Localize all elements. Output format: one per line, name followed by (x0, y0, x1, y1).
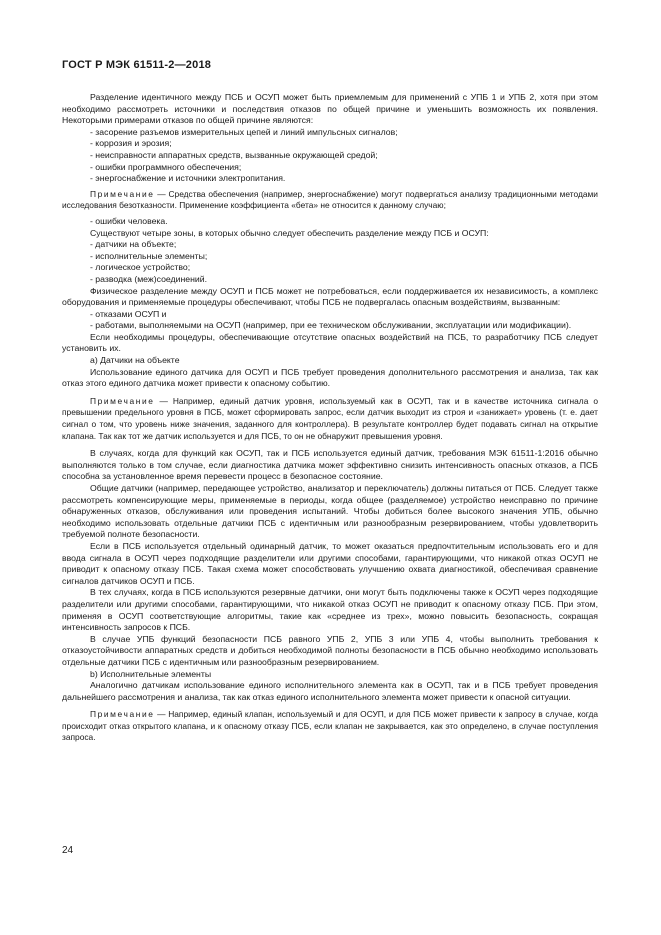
note-text: — Например, единый клапан, используемый и для ОСУП, и для ПСБ может привести к запросу в случае, когда происходит отказ открытого клапана, и к опасному отказу ПСБ, если клапан не закрывается, как это определено, в случае поступления запроса. (62, 709, 598, 743)
section-heading-sensors: а) Датчики на объекте (90, 355, 180, 366)
page-header-title: ГОСТ Р МЭК 61511-2—2018 (62, 59, 212, 71)
note-label: Примечание (90, 395, 155, 406)
paragraph: В случаях, когда для функций как ОСУП, так и ПСБ используется единый датчик, требования МЭК 61511-1:2016 обычно выполняются только в том случае, если диагностика датчика может эффективно снизить интенсивность опасных отказов, а ПСБ способна за установленное время перевести процесс в безопасное состояние. (62, 448, 598, 482)
section-heading-actuators: b) Исполнительные элементы (90, 668, 212, 679)
paragraph: В тех случаях, когда в ПСБ используются резервные датчики, они могут быть подключены также к ОСУП через подходящие разделители или другими способами, гарантирующими, что никакой отказ ОСУП не приводит к опасному отказу ПСБ. При этом, применяя в ОСУП соответствующие алгоритмы, такие как «среднее из трех», можно повысить безопасность, сокращая интенсивность запросов к ПСБ. (62, 587, 598, 633)
note (62, 189, 598, 212)
list-item: - ошибки человека. (90, 215, 168, 226)
note-label: Примечание (90, 709, 155, 720)
list-item: - датчики на объекте; (90, 239, 177, 250)
list-item: - работами, выполняемыми на ОСУП (например, при ее техническом обслуживании, эксплуатации или модификации). (90, 320, 572, 331)
list-item: - энергоснабжение и источники электропитания. (90, 173, 286, 184)
paragraph: Физическое разделение между ОСУП и ПСБ может не потребоваться, если поддерживается их независимость, а комплекс оборудования и применяемые процедуры обеспечивают, чтобы ПСБ не подвергалась опасным воздействиям, вызванным: (62, 285, 598, 308)
note-label: Примечание (90, 188, 155, 199)
note (62, 709, 598, 744)
paragraph: Если в ПСБ используется отдельный одинарный датчик, то может оказаться предпочтительным использовать его и для ввода сигнала в ОСУП через подходящие разделители или другими способами, гарантирующими, что никакой отказ ОСУП не приводит к опасному отказу ПСБ. Такая схема может способствовать улучшению охвата диагностикой, обеспечивая сравнение сигналов датчиков ОСУП и ПСБ. (62, 540, 598, 586)
paragraph: Если необходимы процедуры, обеспечивающие отсутствие опасных воздействий на ПСБ, то разработчику ПСБ следует установить их. (62, 331, 598, 354)
list-item: - ошибки программного обеспечения; (90, 161, 242, 172)
page-number: 24 (62, 845, 74, 856)
paragraph: Существуют четыре зоны, в которых обычно следует обеспечить разделение между ПСБ и ОСУП: (90, 227, 489, 238)
note-text: — Например, единый датчик уровня, используемый как в ОСУП, так и в качестве источника сигнала о превышении предельного уровня в ПСБ, может сформировать запрос, если датчик выходит из строя и «занижает» уровень (т. е. дает сигнал о том, что уровень ниже значения, заданного для контроллера). В результате контроллер будет подавать сигнал на открытие клапана. Так как тот же датчик используется и для ПСБ, то он не обнаружит превышения уровня. (62, 395, 598, 441)
note-text: — Средства обеспечения (например, энергоснабжение) могут подвергаться анализу традиционными методами исследования безотказности. Применение коэффициента «бета» не относится к данному случаю; (62, 188, 598, 211)
list-item: - неисправности аппаратных средств, вызванные окружающей средой; (90, 149, 378, 160)
paragraph: Использование единого датчика для ОСУП и ПСБ требует проведения дополнительного рассмотрения и анализа, так как отказ этого единого датчика может привести к опасному событию. (62, 366, 598, 389)
list-item: - разводка (меж)соединений. (90, 273, 208, 284)
list-item: - логическое устройство; (90, 262, 191, 273)
list-item: - коррозия и эрозия; (90, 138, 172, 149)
document-body (62, 92, 598, 744)
list-item: - отказами ОСУП и (90, 308, 167, 319)
paragraph: Аналогично датчикам использование единого исполнительного элемента как в ОСУП, так и в ПСБ требует проведения дальнейшего рассмотрения и анализа, так как отказ единого исполнительного элемента может привести к опасной ситуации. (62, 680, 598, 702)
paragraph: Разделение идентичного между ПСБ и ОСУП может быть приемлемым для применений с УПБ 1 и УПБ 2, хотя при этом необходимо рассмотреть источники и последствия отказов по общей причине и уменьшить возможность их появления. Некоторыми примерами отказов по общей причине являются: (62, 92, 598, 126)
paragraph: Общие датчики (например, передающее устройство, анализатор и переключатель) должны питаться от ПСБ. Следует также рассмотреть компенсирующие меры, применяемые в периоды, когда общее (разделяемое) устройство неисправно по причине обнаруженных отказов, обслуживания или проведения испытаний. Чтобы добиться более высокого значения УПБ, обычно необходимо использовать отдельные датчики ПСБ с идентичным или разнообразным резервированием, чтобы удовлетворить требуемой полноте безопасности. (62, 483, 598, 540)
list-item: - засорение разъемов измерительных цепей и линий импульсных сигналов; (90, 126, 398, 137)
note (62, 396, 598, 442)
paragraph: В случае УПБ функций безопасности ПСБ равного УПБ 2, УПБ 3 или УПБ 4, чтобы выполнить требования к отказоустойчивости аппаратных средств и добиться необходимой полноты безопасности в ПСБ обычно необходимо использовать отдельные датчики ПСБ с идентичным или разнообразным резервированием. (62, 633, 598, 667)
list-item: - исполнительные элементы; (90, 250, 208, 261)
